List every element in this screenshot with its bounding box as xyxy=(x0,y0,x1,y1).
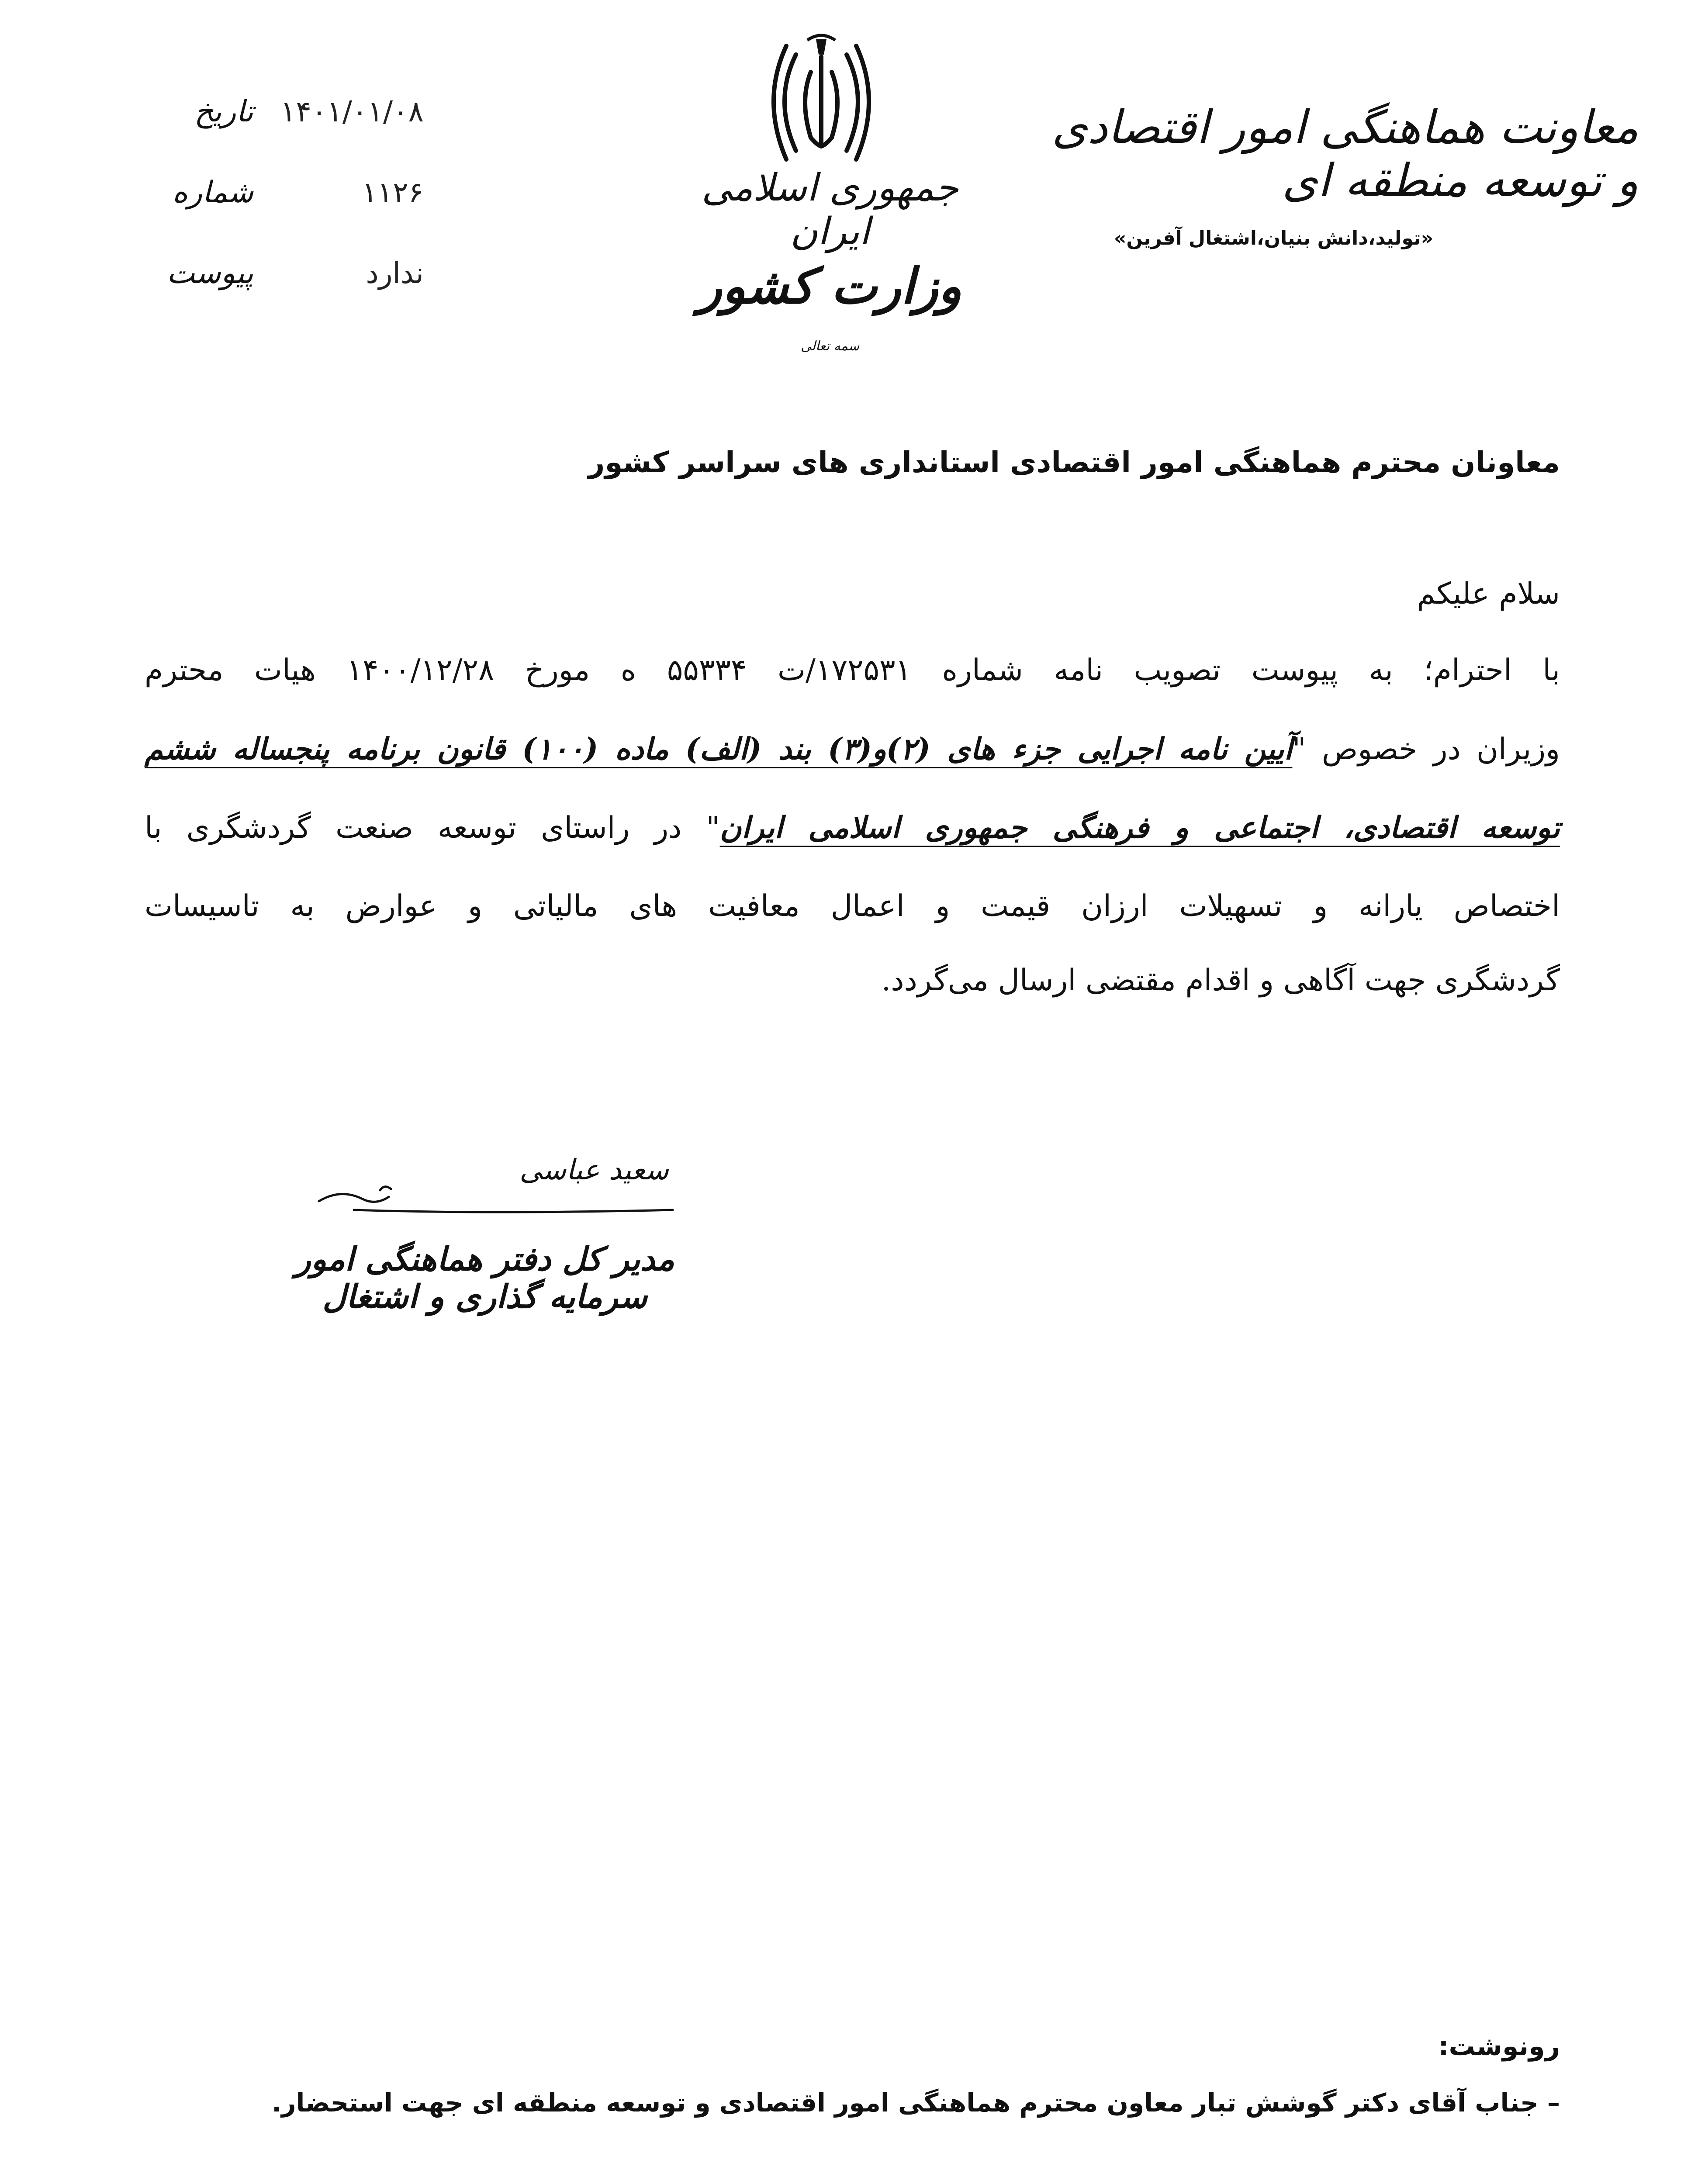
cc-item: – جناب آقای دکتر گوشش تبار معاون محترم هماهنگی امور اقتصادی و توسعه منطقه ای جهت استحضار. xyxy=(272,2088,1560,2118)
body-line-2 xyxy=(145,716,1560,782)
republic-title: جمهوری اسلامی ایران xyxy=(701,166,959,253)
attachment-value: ندارد xyxy=(366,256,424,290)
date-row xyxy=(166,85,450,138)
greeting: سلام علیکم xyxy=(1417,577,1560,611)
attachment-row xyxy=(166,247,450,299)
body-line-3 xyxy=(145,795,1560,860)
body-line-3-end: " در راستای توسعه صنعت گردشگری با xyxy=(145,811,720,845)
iran-emblem-icon xyxy=(769,31,874,166)
date-label: تاریخ xyxy=(194,94,253,129)
number-value: ۱۱۲۶ xyxy=(362,175,424,209)
attachment-label: پیوست xyxy=(166,256,253,290)
signer-name: سعید عباسی xyxy=(519,1154,669,1186)
cc-label: رونوشت: xyxy=(1438,2031,1560,2062)
ministry-subtitle: سمه تعالی xyxy=(800,339,860,354)
motto: «تولید،دانش بنیان،اشتغال آفرین» xyxy=(1114,227,1433,249)
recipient: معاونان محترم هماهنگی امور اقتصادی استانداری های سراسر کشور xyxy=(588,446,1560,479)
ministry-title: وزارت کشور xyxy=(698,258,962,315)
body-line-1: با احترام؛ به پیوست تصویب نامه شماره ۱۷۲۵۳۱/ت ۵۵۳۳۴ ه مورخ ۱۴۰۰/۱۲/۲۸ هیات محترم xyxy=(145,653,1560,688)
regulation-title-part2: توسعه اقتصادی، اجتماعی و فرهنگی جمهوری اسلامی ایران xyxy=(719,810,1560,845)
body-line-5: گردشگری جهت آگاهی و اقدام مقتضی ارسال می‌گردد. xyxy=(881,963,1560,998)
body-line-2-start: وزیران در خصوص " xyxy=(1292,732,1560,767)
regulation-title-part1: آیین نامه اجرایی جزء های (۲)و(۳) بند (الف) ماده (۱۰۰) قانون برنامه پنجساله ششم xyxy=(145,732,1293,767)
signer-title: مدیر کل دفتر هماهنگی امور سرمایه گذاری و اشتغال xyxy=(295,1241,675,1316)
date-value: ۱۴۰۱/۰۱/۰۸ xyxy=(280,94,424,128)
body-line-4: اختصاص یارانه و تسهیلات ارزان قیمت و اعمال معافیت های مالیاتی و عوارض به تاسیسات xyxy=(145,889,1560,923)
number-label: شماره xyxy=(172,175,253,210)
number-row xyxy=(166,166,450,218)
department-title: معاونت هماهنگی امور اقتصادی و توسعه منطقه ای xyxy=(1051,100,1639,207)
signature-image xyxy=(315,1149,708,1227)
